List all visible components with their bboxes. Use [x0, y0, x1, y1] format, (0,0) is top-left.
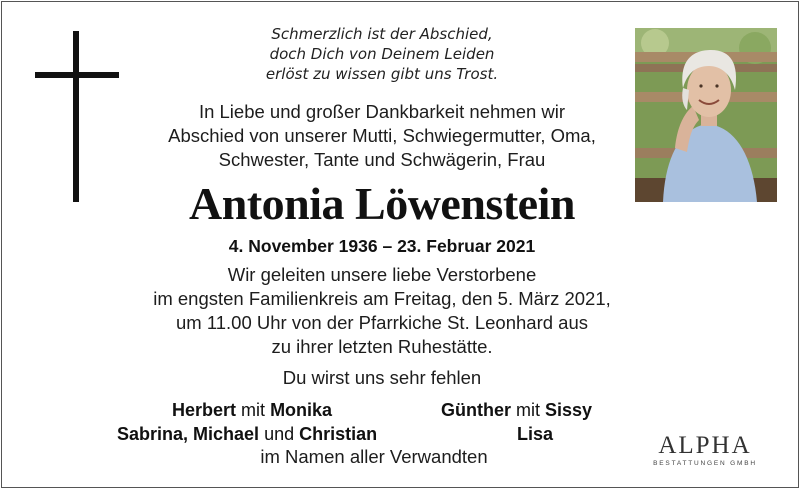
funeral-home-logo [650, 434, 760, 469]
closing-line: Du wirst uns sehr fehlen [282, 367, 482, 388]
cross-icon [73, 31, 79, 202]
deceased-name: Antonia Löwenstein [189, 178, 575, 229]
relatives-line: im Namen aller Verwandten [260, 446, 488, 467]
family-line [117, 422, 377, 446]
family-line [517, 422, 553, 446]
verse-line: doch Dich von Deinem Leiden [269, 45, 495, 63]
family-connector: und [264, 424, 295, 444]
cross-icon-bar [35, 72, 119, 78]
portrait-photo [635, 28, 777, 202]
portrait-image [635, 28, 777, 202]
family-member: Sissy [545, 400, 593, 420]
family-connector: mit [241, 400, 266, 420]
family-member: Günther [441, 400, 511, 420]
funeral-line: Wir geleiten unsere liebe Verstorbene [227, 264, 537, 285]
funeral-line: um 11.00 Uhr von der Pfarrkiche St. Leonhard aus [175, 312, 589, 333]
family-connector: mit [516, 400, 541, 420]
funeral-line: zu ihrer letzten Ruhestätte. [271, 336, 493, 357]
logo-wordmark: ALPHA [658, 432, 752, 459]
family-line [441, 398, 592, 422]
family-member: Sabrina, Michael [117, 424, 260, 444]
family-member: Monika [270, 400, 333, 420]
family-member: Christian [299, 424, 378, 444]
verse-line: Schmerzlich ist der Abschied, [271, 25, 493, 43]
intro-line: In Liebe und großer Dankbarkeit nehmen wir [198, 101, 566, 122]
funeral-details [122, 263, 642, 359]
intro-line: Schwester, Tante und Schwägerin, Frau [218, 149, 546, 170]
life-dates: 4. November 1936 – 23. Februar 2021 [228, 236, 536, 256]
intro-line: Abschied von unserer Mutti, Schwiegermutter, Oma, [168, 125, 596, 146]
funeral-line: im engsten Familienkreis am Freitag, den 5. März 2021, [153, 288, 611, 309]
verse-line: erlöst zu wissen gibt uns Trost. [265, 65, 499, 83]
logo-subtitle: BESTATTUNGEN GMBH [653, 460, 757, 467]
family-member: Herbert [172, 400, 237, 420]
obituary-notice [1, 1, 799, 488]
family-line [172, 398, 332, 422]
intro-text [122, 100, 642, 172]
verse [122, 24, 642, 84]
family-member: Lisa [517, 424, 554, 444]
